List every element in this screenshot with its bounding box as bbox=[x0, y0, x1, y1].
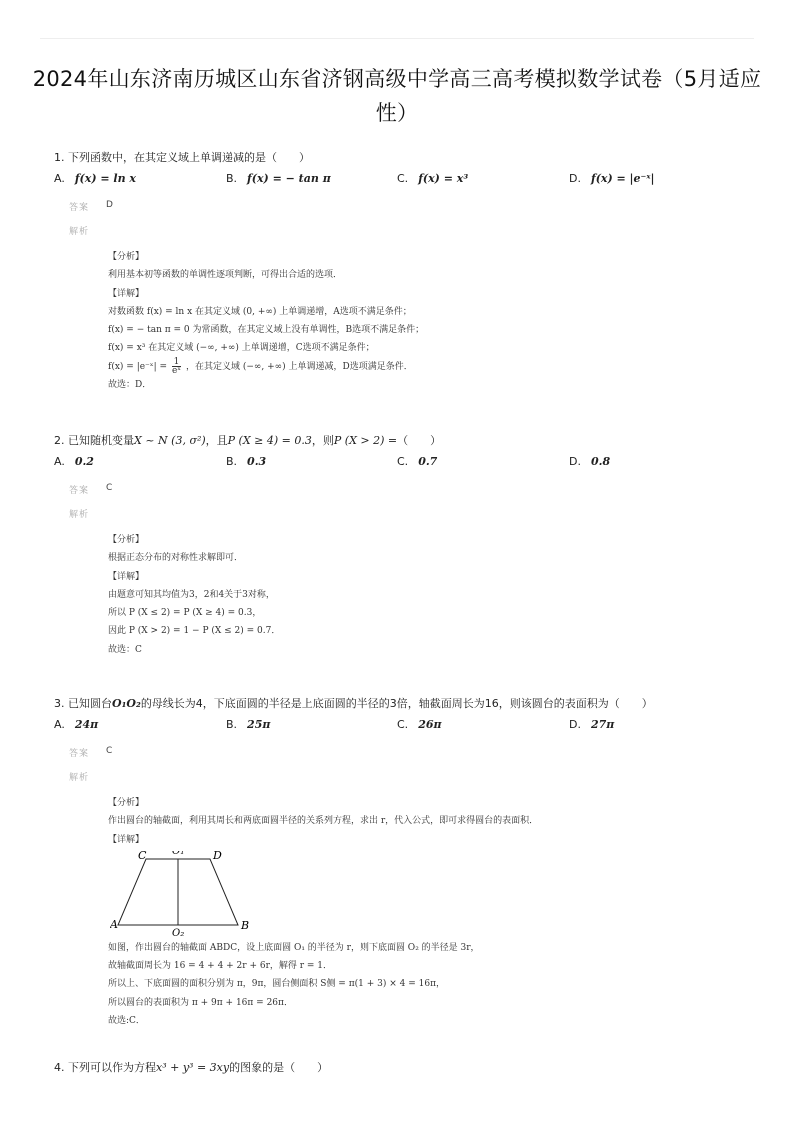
answer-row: 答案 C bbox=[69, 746, 113, 759]
label-o1: O₁ bbox=[172, 850, 185, 857]
option-d[interactable]: D. f(x) = |e⁻ˣ| bbox=[569, 172, 655, 185]
analysis-block: 【分析】 作出圆台的轴截面，利用其周长和两底面圆半径的关系列方程，求出 r，代入公式，即可求得圆台的表面积． 【详解】 C O₁ D A O₂ B 如图，作出圆台的轴截面 ABDC，设上底面圆 O₁ 的半径为 r，则下底面圆 O₂ 的半径是 3r， 故轴截面周长为 16 = 4 + 4 + 2r + 6r，解得 r = 1． 所以上、下底面圆的面积分别为 π，9π，圆台侧面积 S侧 = π(1 + 3) × 4 = 16π， 所以圆台的表面积为 π + 9π + 16π = 26π． 故选:C． bbox=[108, 798, 539, 1027]
answer-value: C bbox=[106, 746, 113, 756]
analysis-label-row: 解析 bbox=[69, 510, 90, 520]
option-b[interactable]: B. 25π bbox=[226, 718, 271, 731]
option-c[interactable]: C. 0.7 bbox=[397, 455, 438, 468]
question-1-options bbox=[54, 172, 754, 190]
question-4 bbox=[54, 1060, 754, 1076]
question-3-stem: 3. 已知圆台O₁O₂的母线长为4，下底面圆的半径是上底面圆的半径的3倍，轴截面周长为16，则该圆台的表面积为（ ） bbox=[54, 697, 653, 710]
question-3-options bbox=[54, 718, 754, 736]
answer-row: 答案 C bbox=[69, 483, 113, 496]
label-b: B bbox=[241, 918, 250, 932]
title-line-1: 2024年山东济南历城区山东省济钢高级中学高三高考模拟数学试卷（5月适应 bbox=[32, 67, 762, 91]
option-c[interactable]: C. 26π bbox=[397, 718, 442, 731]
question-2-stem: 2. 已知随机变量X ~ N (3, σ²)，且P (X ≥ 4) = 0.3，则P (X > 2) =（ ） bbox=[54, 434, 442, 447]
label-a: A bbox=[110, 917, 118, 931]
option-a[interactable]: A. 24π bbox=[54, 718, 99, 731]
question-4-stem: 4. 下列可以作为方程x³ + y³ = 3xy的图象的是（ ） bbox=[54, 1061, 329, 1074]
option-a[interactable]: A. f(x) = ln x bbox=[54, 172, 136, 185]
question-1-stem: 1. 下列函数中，在其定义域上单调递减的是（ ） bbox=[54, 151, 310, 164]
analysis-fraction-line: f(x) = |e⁻ˣ| = $\frac{1}{\text{eˣ}}$ ，在其定义域 (−∞, +∞) 上单调递减，D选项满足条件． bbox=[108, 356, 413, 376]
label-d: D bbox=[213, 850, 222, 862]
question-1 bbox=[54, 150, 754, 394]
trapezoid-diagram bbox=[110, 851, 270, 937]
option-a[interactable]: A. 0.2 bbox=[54, 455, 94, 468]
question-2-options bbox=[54, 455, 754, 473]
answer-value: C bbox=[106, 483, 113, 493]
frustum-axial-section-figure bbox=[110, 851, 270, 937]
option-d[interactable]: D. 0.8 bbox=[569, 455, 611, 468]
option-c[interactable]: C. f(x) = x³ bbox=[397, 172, 469, 185]
analysis-block: 【分析】 利用基本初等函数的单调性逐项判断，可得出合适的选项． 【详解】 对数函数 f(x) = ln x 在其定义域 (0, +∞) 上单调递增，A选项不满足条件； f(x) = − tan π = 0 为常函数，在其定义域上没有单调性，B选项不满足条件； f(x) = x³ 在其定义域 (−∞, +∞) 上单调递增，C选项不满足条件； f(x) = |e⁻ˣ| = $\frac{1}{\text{eˣ}}$ ，在其定义域 (−∞, +∞) 上单调递减，D选项满足条件． 故选：D． bbox=[108, 248, 754, 394]
option-b[interactable]: B. f(x) = − tan π bbox=[226, 172, 331, 185]
fraction: $\frac{1}{\text{eˣ}}$ bbox=[171, 356, 182, 376]
option-d[interactable]: D. 27π bbox=[569, 718, 615, 731]
header-divider bbox=[40, 38, 754, 39]
analysis-block: 【分析】 根据正态分布的对称性求解即可． 【详解】 由题意可知其均值为3，2和4关于3对称， 所以 P (X ≤ 2) = P (X ≥ 4) = 0.3， 因此 P (X > 2) = 1 − P (X ≤ 2) = 0.7． 故选：C bbox=[108, 535, 281, 655]
answer-value: D bbox=[106, 200, 113, 210]
answer-row: 答案 D bbox=[69, 200, 113, 213]
label-o2: O₂ bbox=[172, 927, 185, 937]
title-line-2: 性） bbox=[375, 101, 419, 125]
option-b[interactable]: B. 0.3 bbox=[226, 455, 267, 468]
analysis-label-row: 解析 bbox=[69, 227, 90, 237]
page-title bbox=[20, 62, 774, 130]
label-c: C bbox=[138, 850, 147, 862]
question-2 bbox=[54, 433, 754, 659]
analysis-label-row: 解析 bbox=[69, 773, 90, 783]
question-3 bbox=[54, 696, 754, 1030]
